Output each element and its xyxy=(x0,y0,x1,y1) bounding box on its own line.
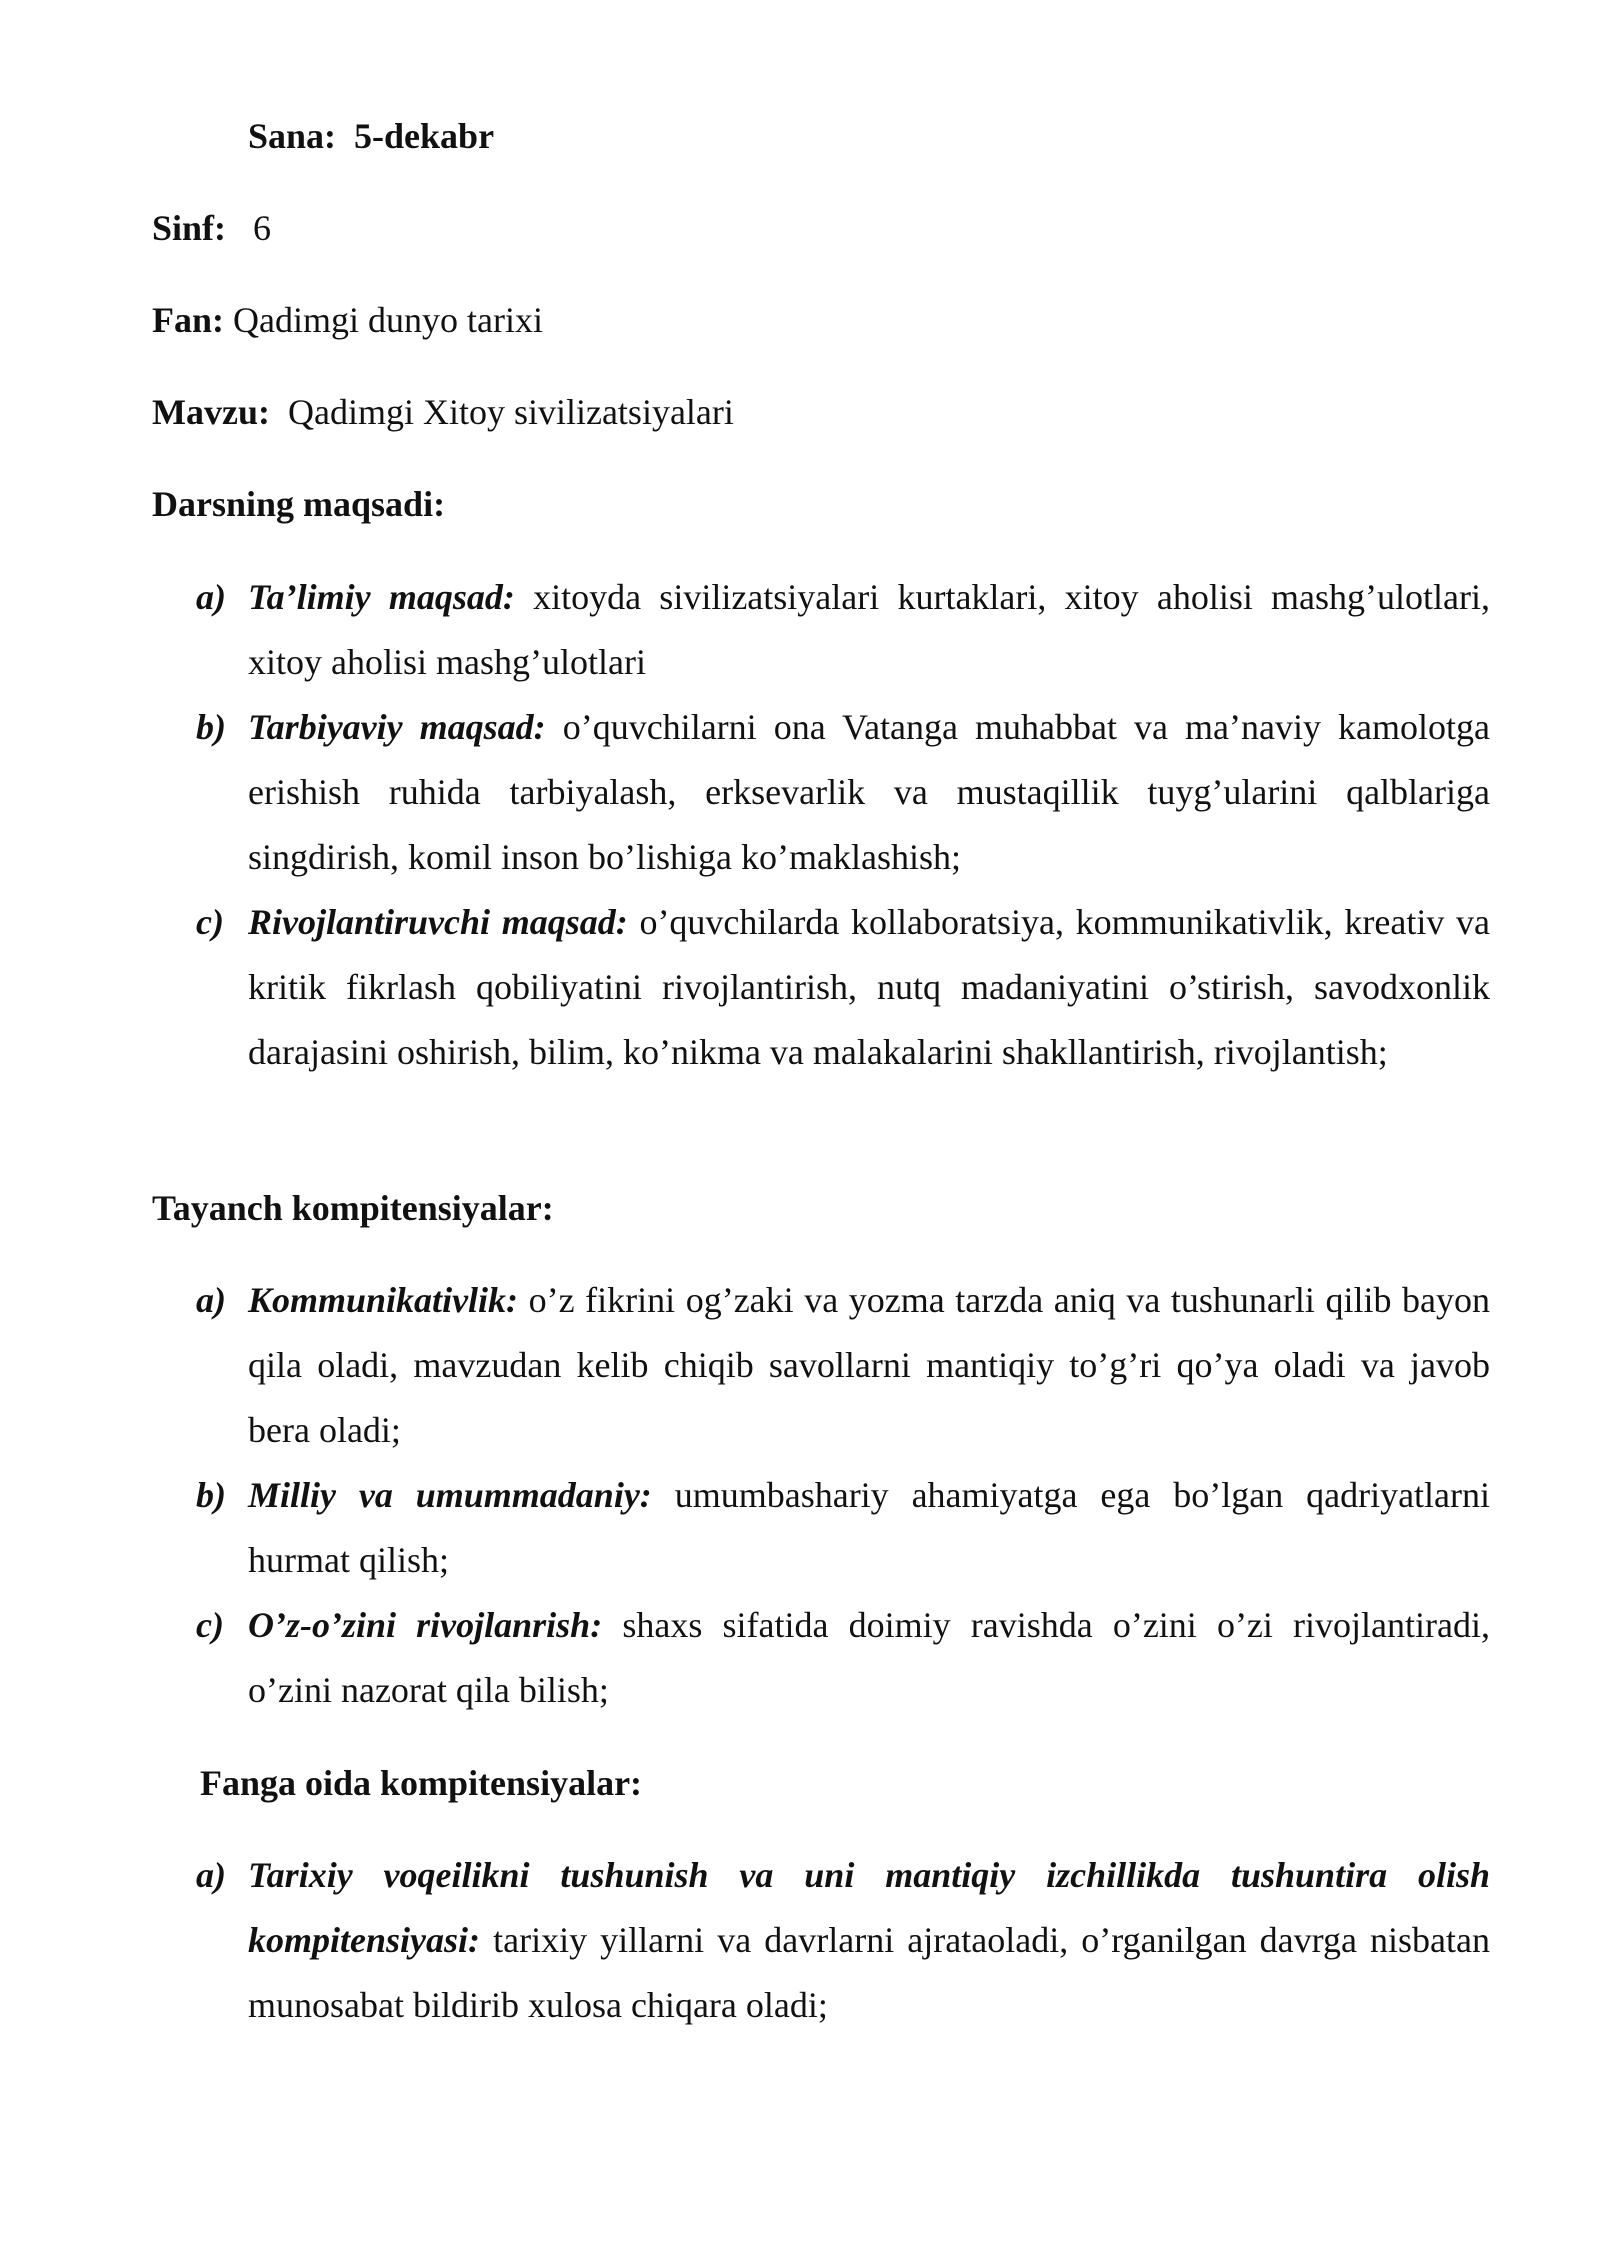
list-marker: c) xyxy=(196,902,224,942)
goal-text: o’quvchilarda kollaboratsiya, kommunikativlik, kreativ va kritik fikrlash qobiliyatini rivojlantirish, nutq madaniyatini o’stirish, savodxonlik darajasini oshirish, bilim, ko’nikma va malakalarini shakllantirish, rivojlantish; xyxy=(248,902,1490,1072)
goal-term: Ta’limiy maqsad: xyxy=(248,577,515,617)
list-marker: c) xyxy=(196,1605,224,1645)
list-marker: b) xyxy=(196,1475,226,1515)
goal-term: Rivojlantiruvchi maqsad: xyxy=(248,902,628,942)
competency-text: shaxs sifatida doimiy ravishda o’zini o’zi rivojlantiradi, o’zini nazorat qila bilish; xyxy=(248,1605,1490,1710)
topic-label: Mavzu: xyxy=(152,392,270,432)
date-value: 5-dekabr xyxy=(354,116,495,156)
subject-competency-term: Tarixiy voqeilikni tushunish va uni mantiqiy izchillikda tushuntira olish kompitensiyasi: xyxy=(248,1855,1490,1960)
topic-value: Qadimgi Xitoy sivilizatsiyalari xyxy=(287,392,734,432)
subject-line xyxy=(152,298,543,342)
competency-term: O’z-o’zini rivojlanrish: xyxy=(248,1605,603,1645)
class-line xyxy=(152,206,271,250)
core-competencies-heading: Tayanch kompitensiyalar: xyxy=(152,1188,554,1228)
class-label: Sinf: xyxy=(152,208,227,248)
topic-line xyxy=(152,390,734,434)
subject-value: Qadimgi dunyo tarixi xyxy=(233,300,543,340)
subject-competencies-heading: Fanga oida kompitensiyalar: xyxy=(200,1763,643,1803)
class-value: 6 xyxy=(253,208,272,248)
competency-term: Kommunikativlik: xyxy=(248,1280,519,1320)
subject-label: Fan: xyxy=(152,300,224,340)
subject-competency-text: tarixiy yillarni va davrlarni ajrataoladi, o’rganilgan davrga nisbatan munosabat bildirib xulosa chiqara oladi; xyxy=(248,1920,1491,2025)
date-line xyxy=(248,114,494,158)
goal-text: o’quvchilarni ona Vatanga muhabbat va ma’naviy kamolotga erishish ruhida tarbiyalash, erksevarlik va mustaqillik tuyg’ularini qalblariga singdirish, komil inson bo’lishiga ko’maklashish; xyxy=(248,707,1490,877)
date-label: Sana: xyxy=(248,116,337,156)
competency-text: umumbashariy ahamiyatga ega bo’lgan qadriyatlarni hurmat qilish; xyxy=(248,1475,1491,1580)
list-marker: b) xyxy=(196,707,226,747)
lesson-goals-heading: Darsning maqsadi: xyxy=(152,484,446,524)
list-marker: a) xyxy=(196,577,226,617)
competency-term: Milliy va umummadaniy: xyxy=(248,1475,652,1515)
list-marker: a) xyxy=(196,1855,226,1895)
goal-term: Tarbiyaviy maqsad: xyxy=(248,707,546,747)
goal-text: xitoyda sivilizatsiyalari kurtaklari, xitoy aholisi mashg’ulotlari, xitoy aholisi mashg’ulotlari xyxy=(248,577,1491,682)
list-marker: a) xyxy=(196,1280,226,1320)
competency-text: o’z fikrini og’zaki va yozma tarzda aniq va tushunarli qilib bayon qila oladi, mavzudan kelib chiqib savollarni mantiqiy to’g’ri qo’ya oladi va javob bera oladi; xyxy=(248,1280,1491,1450)
